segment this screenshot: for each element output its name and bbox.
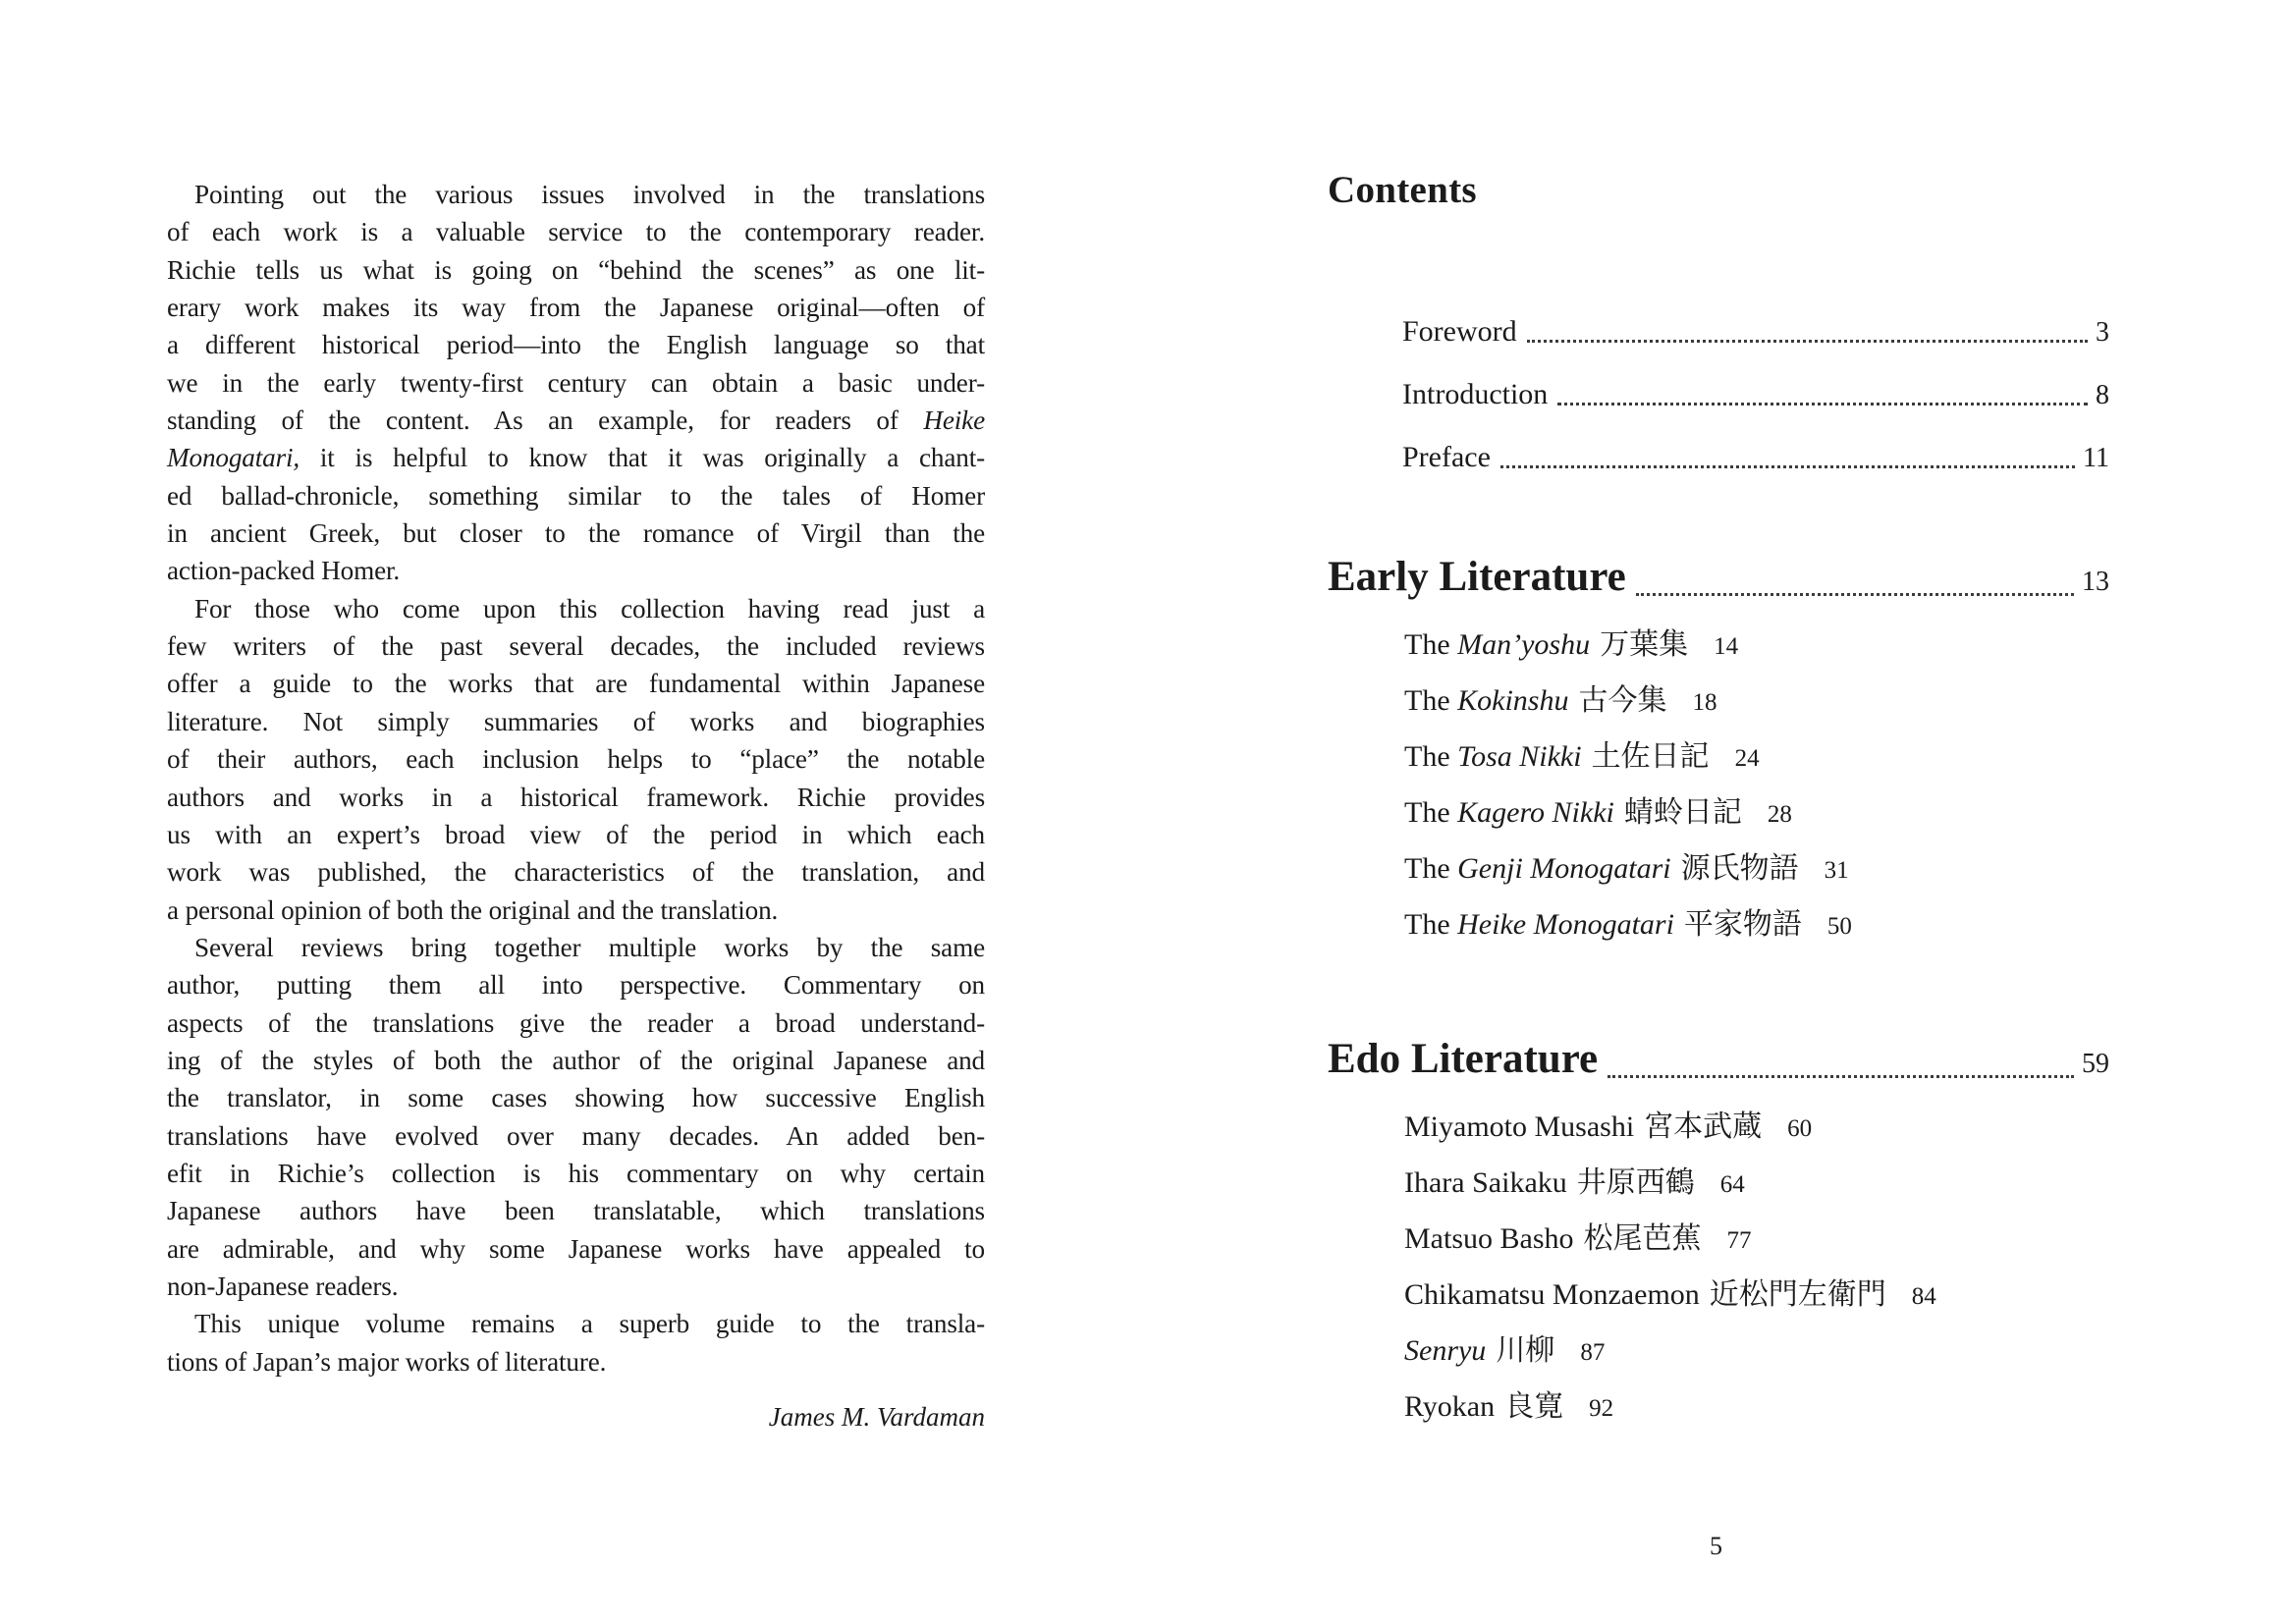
body-line: Monogatari, it is helpful to know that it was originally a chant- <box>167 443 985 473</box>
toc-item-page: 87 <box>1580 1339 1606 1366</box>
toc-item <box>1404 680 2109 723</box>
author-signature: James M. Vardaman <box>768 1402 985 1432</box>
table-of-contents <box>1328 167 2109 1442</box>
toc-item-title: Matsuo Basho <box>1404 1222 1574 1255</box>
toc-row-page: 8 <box>2096 380 2109 410</box>
section-item-list <box>1404 624 2109 947</box>
body-line: ing of the styles of both the author of the original Japanese and <box>167 1045 985 1075</box>
body-line: of each work is a valuable service to the contemporary reader. <box>167 217 985 247</box>
toc-row-page: 3 <box>2096 317 2109 348</box>
toc-item-kanji: 古今集 <box>1578 684 1667 717</box>
body-line: authors and works in a historical framework. Richie provides <box>167 782 985 812</box>
body-line: efit in Richie’s collection is his commentary on why certain <box>167 1158 985 1188</box>
toc-item-kanji: 源氏物語 <box>1680 852 1799 885</box>
toc-row-label: Preface <box>1402 441 1491 473</box>
body-line: Japanese authors have been translatable, which translations <box>167 1196 985 1226</box>
body-line: For those who come upon this collection having read just a <box>194 593 985 623</box>
toc-item-kanji: 良寛 <box>1504 1390 1564 1423</box>
left-page-text <box>167 176 985 1380</box>
toc-item-title: Man’yoshu <box>1457 628 1591 661</box>
toc-item <box>1404 1218 2109 1261</box>
toc-row <box>1402 375 2109 415</box>
body-line: non-Japanese readers. <box>167 1271 399 1301</box>
toc-item-kanji: 近松門左衛門 <box>1709 1278 1886 1311</box>
toc-item-kanji: 蜻蛉日記 <box>1623 796 1742 829</box>
body-line: a different historical period—into the English language so that <box>167 330 985 360</box>
body-line: translations have evolved over many decades. An added ben- <box>167 1120 985 1151</box>
toc-item-prefix: The <box>1404 740 1458 773</box>
contents-title: Contents <box>1328 169 1477 211</box>
body-line: Several reviews bring together multiple works by the same <box>194 932 985 962</box>
toc-item-title: Senryu <box>1404 1334 1487 1367</box>
toc-item <box>1404 1163 2109 1205</box>
dotted-leader <box>1608 1075 2074 1078</box>
toc-item <box>1404 736 2109 779</box>
body-line: ed ballad-chronicle, something similar to the tales of Homer <box>167 480 985 511</box>
toc-item <box>1404 848 2109 891</box>
body-line: few writers of the past several decades, the included reviews <box>167 631 985 662</box>
section-title: Edo Literature <box>1328 1036 1599 1082</box>
body-line: standing of the content. As an example, for readers of Heike <box>167 406 985 436</box>
toc-item-title: Ihara Saikaku <box>1404 1166 1567 1199</box>
dotted-leader <box>1500 465 2075 468</box>
toc-item-page: 28 <box>1767 801 1792 828</box>
toc-item-prefix: The <box>1404 852 1458 885</box>
toc-item-kanji: 平家物語 <box>1683 908 1802 941</box>
toc-row <box>1402 312 2109 352</box>
body-line: literature. Not simply summaries of works and biographies <box>167 706 985 736</box>
section-heading <box>1328 1033 2109 1091</box>
toc-item-prefix: The <box>1404 684 1458 717</box>
toc-item-page: 18 <box>1692 689 1717 716</box>
body-line: erary work makes its way from the Japanese original—often of <box>167 293 985 323</box>
toc-item-page: 92 <box>1589 1395 1614 1422</box>
toc-item-page: 14 <box>1714 633 1739 660</box>
toc-item-kanji: 井原西鶴 <box>1576 1166 1695 1199</box>
toc-item-kanji: 土佐日記 <box>1591 740 1710 773</box>
section-title: Early Literature <box>1328 554 1626 600</box>
toc-row-label: Introduction <box>1402 378 1549 410</box>
toc-item-title: Chikamatsu Monzaemon <box>1404 1278 1700 1311</box>
section-page: 59 <box>2082 1049 2109 1079</box>
toc-item <box>1404 624 2109 667</box>
body-line: action-packed Homer. <box>167 556 401 586</box>
toc-item-kanji: 宮本武蔵 <box>1644 1110 1763 1143</box>
body-line: Pointing out the various issues involved in the translations <box>194 180 985 209</box>
toc-item <box>1404 792 2109 835</box>
sections-list <box>1328 551 2109 1429</box>
body-line: in ancient Greek, but closer to the romance of Virgil than the <box>167 518 985 549</box>
body-line: are admirable, and why some Japanese works have appealed to <box>167 1233 985 1264</box>
body-line: tions of Japan’s major works of literature. <box>167 1346 607 1377</box>
toc-item-title: Ryokan <box>1404 1390 1496 1423</box>
toc-row-page: 11 <box>2083 443 2109 473</box>
toc-item <box>1404 1330 2109 1373</box>
toc-item-kanji: 松尾芭蕉 <box>1583 1222 1702 1255</box>
page-number: 5 <box>1710 1532 1722 1560</box>
toc-item-title: Miyamoto Musashi <box>1404 1110 1635 1143</box>
toc-row <box>1402 438 2109 478</box>
toc-row-label: Foreword <box>1402 315 1517 348</box>
toc-item-title: Genji Monogatari <box>1457 852 1671 885</box>
toc-item-prefix: The <box>1404 628 1458 661</box>
toc-item-prefix: The <box>1404 796 1458 829</box>
toc-item-page: 60 <box>1787 1115 1813 1142</box>
toc-item-page: 64 <box>1719 1171 1745 1198</box>
body-line: aspects of the translations give the reader a broad understand- <box>167 1007 985 1038</box>
toc-item-kanji: 万葉集 <box>1600 628 1689 661</box>
body-line: the translator, in some cases showing how successive English <box>167 1083 985 1113</box>
dotted-leader <box>1557 403 2088 406</box>
front-matter-list <box>1402 312 2109 478</box>
toc-item-page: 77 <box>1726 1227 1752 1254</box>
body-line: This unique volume remains a superb guide to the transla- <box>194 1309 985 1339</box>
body-line: offer a guide to the works that are fundamental within Japanese <box>167 669 985 699</box>
toc-item-page: 84 <box>1911 1283 1936 1310</box>
section-item-list <box>1404 1107 2109 1429</box>
toc-item-prefix: The <box>1404 908 1458 941</box>
body-line: Richie tells us what is going on “behind the scenes” as one lit- <box>167 254 985 285</box>
dotted-leader <box>1527 340 2088 343</box>
body-line: author, putting them all into perspective. Commentary on <box>167 970 985 1001</box>
toc-item-title: Kagero Nikki <box>1457 796 1614 829</box>
toc-item-title: Kokinshu <box>1457 684 1569 717</box>
toc-item-page: 50 <box>1826 913 1852 940</box>
body-line: we in the early twenty-first century can obtain a basic under- <box>167 367 985 398</box>
toc-item-kanji: 川柳 <box>1496 1334 1555 1367</box>
body-line: of their authors, each inclusion helps to “place” the notable <box>167 744 985 775</box>
toc-item-page: 31 <box>1824 857 1849 884</box>
toc-item <box>1404 1107 2109 1149</box>
toc-item-page: 24 <box>1734 745 1760 772</box>
toc-item <box>1404 904 2109 947</box>
toc-item-title: Heike Monogatari <box>1457 908 1674 941</box>
body-line: work was published, the characteristics of the translation, and <box>167 857 985 888</box>
toc-item <box>1404 1274 2109 1317</box>
section-heading <box>1328 551 2109 609</box>
section-page: 13 <box>2082 567 2109 597</box>
toc-item-title: Tosa Nikki <box>1457 740 1582 773</box>
dotted-leader <box>1636 593 2074 596</box>
body-line: us with an expert’s broad view of the period in which each <box>167 819 985 849</box>
toc-item <box>1404 1386 2109 1429</box>
body-line: a personal opinion of both the original and the translation. <box>167 894 779 925</box>
